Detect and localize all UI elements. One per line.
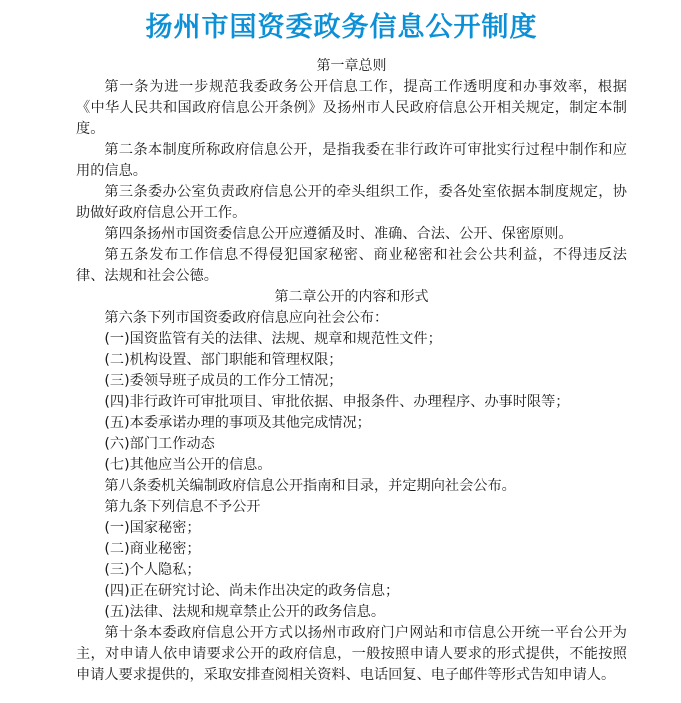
article-9: 第九条下列信息不予公开 bbox=[104, 499, 261, 515]
article-9-item: (五)法律、法规和规章禁止公开的政务信息。 bbox=[104, 604, 386, 620]
article-9-item: (三)个人隐私； bbox=[104, 562, 201, 578]
article-1: 第一条为进一步规范我委政务公开信息工作，提高工作透明度和办事效率，根据《中华人民共和国政府信息公开条例》及扬州市人民政府信息公开相关规定，制定本制度。 bbox=[76, 79, 627, 137]
chapter-1-heading: 第一章总则 bbox=[316, 58, 387, 74]
article-6-item: (一)国资监管有关的法律、法规、规章和规范性文件； bbox=[104, 331, 442, 347]
article-9-item: (一)国家秘密； bbox=[104, 520, 201, 536]
document-title: 扬州市国资委政务信息公开制度 bbox=[145, 12, 538, 43]
article-6-item: (五)本委承诺办理的事项及其他完成情况； bbox=[104, 415, 371, 431]
article-9-item: (四)正在研究讨论、尚未作出决定的政务信息； bbox=[104, 583, 400, 599]
article-6: 第六条下列市国资委政府信息应向社会公布： bbox=[104, 310, 389, 326]
article-6-item: (四)非行政许可审批项目、审批依据、申报条件、办理程序、办事时限等； bbox=[104, 394, 570, 410]
article-6-item: (六)部门工作动态 bbox=[104, 436, 215, 452]
article-6-item: (七)其他应当公开的信息。 bbox=[104, 457, 272, 473]
article-2: 第二条本制度所称政府信息公开，是指我委在非行政许可审批实行过程中制作和应用的信息。 bbox=[76, 142, 627, 179]
article-4: 第四条扬州市国资委信息公开应遵循及时、准确、合法、公开、保密原则。 bbox=[104, 226, 573, 242]
article-6-item: (三)委领导班子成员的工作分工情况； bbox=[104, 373, 343, 389]
article-9-item: (二)商业秘密； bbox=[104, 541, 201, 557]
article-6-item: (二)机构设置、部门职能和管理权限； bbox=[104, 352, 343, 368]
article-10: 第十条本委政府信息公开方式以扬州市政府门户网站和市信息公开统一平台公开为主，对申请人依申请要求公开的政府信息，一般按照申请人要求的形式提供，不能按照申请人要求提供的，采取安排查阅相关资料、电话回复、电子邮件等形式告知申请人。 bbox=[76, 625, 627, 683]
article-5: 第五条发布工作信息不得侵犯国家秘密、商业秘密和社会公共利益，不得违反法律、法规和社会公德。 bbox=[76, 247, 627, 284]
article-8: 第八条委机关编制政府信息公开指南和目录，并定期向社会公布。 bbox=[104, 478, 516, 494]
article-3: 第三条委办公室负责政府信息公开的牵头组织工作，委各处室依据本制度规定，协助做好政府信息公开工作。 bbox=[76, 184, 627, 221]
chapter-2-heading: 第二章公开的内容和形式 bbox=[274, 289, 429, 305]
